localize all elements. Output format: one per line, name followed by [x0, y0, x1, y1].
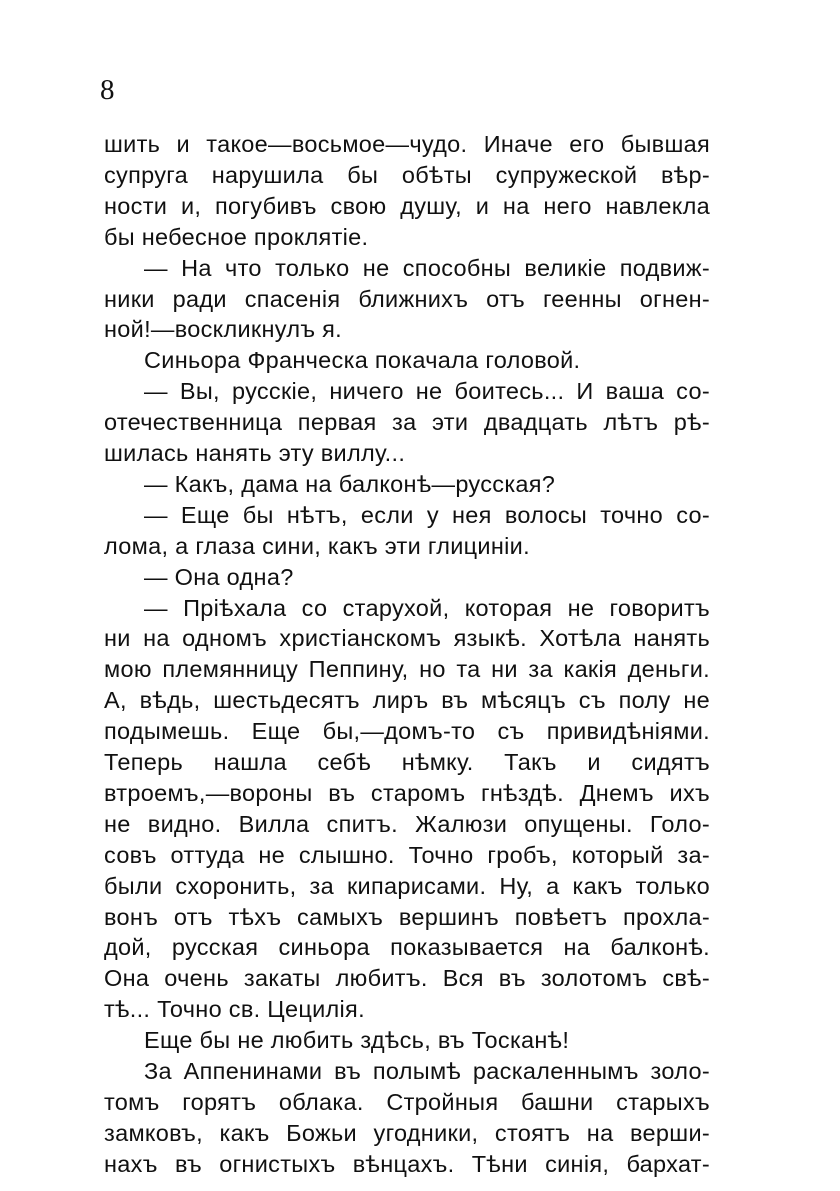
text-line: Еще бы не любить здѣсь, въ Тосканѣ!	[144, 1027, 570, 1054]
text-line: — Еще бы нѣтъ, если у нея волосы точно со-	[144, 501, 710, 528]
text-line: — На что только не способны великіе подвиж-	[144, 254, 710, 281]
text-line: втроемъ,—вороны въ старомъ гнѣздѣ. Днемъ ихъ	[104, 779, 710, 806]
text-line: шилась нанять эту виллу...	[104, 440, 406, 466]
page-number: 8	[100, 74, 115, 106]
text-line: дой, русская синьора показывается на балконѣ.	[104, 934, 710, 961]
text-line: нахъ въ огнистыхъ вѣнцахъ. Тѣни синія, бархат-	[104, 1150, 710, 1177]
text-line: — Какъ, дама на балконѣ—русская?	[144, 470, 556, 497]
text-line: подымешь. Еще бы,—домъ-то съ привидѣніями.	[104, 718, 710, 745]
text-line: — Пріѣхала со старухой, которая не говоритъ	[144, 594, 710, 621]
text-line: отечественница первая за эти двадцать лѣтъ рѣ-	[104, 409, 710, 436]
text-line: — Она одна?	[144, 563, 294, 590]
text-line: были схоронить, за кипарисами. Ну, а какъ только	[104, 872, 710, 899]
text-line: Она очень закаты любитъ. Вся въ золотомъ свѣ-	[104, 965, 710, 992]
text-line: не видно. Вилла спитъ. Жалюзи опущены. Голо-	[104, 810, 710, 837]
text-line: ники ради спасенія ближнихъ отъ геенны огнен-	[104, 285, 710, 312]
text-line: Теперь нашла себѣ нѣмку. Такъ и сидятъ	[104, 749, 710, 775]
text-line: За Аппенинами въ полымѣ раскаленнымъ золо-	[144, 1058, 710, 1084]
text-line: супруга нарушила бы обѣты супружеской вѣр-	[104, 161, 710, 188]
text-line: лома, а глаза сини, какъ эти глициніи.	[104, 532, 530, 559]
text-line: совъ оттуда не слышно. Точно гробъ, который за-	[104, 841, 710, 868]
text-line: томъ горятъ облака. Стройныя башни старыхъ	[104, 1088, 710, 1115]
text-line: Синьора Франческа покачала головой.	[144, 347, 581, 374]
text-line: тѣ... Точно св. Цецилія.	[104, 996, 365, 1023]
text-line: А, вѣдь, шестьдесятъ лиръ въ мѣсяцъ съ полу не	[104, 687, 710, 714]
text-line: ной!—воскликнулъ я.	[104, 316, 343, 343]
text-line: бы небесное проклятіе.	[104, 223, 369, 250]
text-line: ни на одномъ христіанскомъ языкѣ. Хотѣла нанять	[104, 625, 710, 652]
text-line: мою племянницу Пеппину, но та ни за какія деньги.	[104, 656, 710, 683]
text-line: — Вы, русскіе, ничего не боитесь... И ваша со-	[144, 378, 710, 405]
text-line: ности и, погубивъ свою душу, и на него навлекла	[104, 192, 710, 219]
text-line: вонъ отъ тѣхъ самыхъ вершинъ повѣетъ прохла-	[104, 903, 710, 930]
text-line: замковъ, какъ Божьи угодники, стоятъ на верши-	[104, 1119, 710, 1146]
text-line: шить и такое—восьмое—чудо. Иначе его бывшая	[104, 131, 710, 157]
